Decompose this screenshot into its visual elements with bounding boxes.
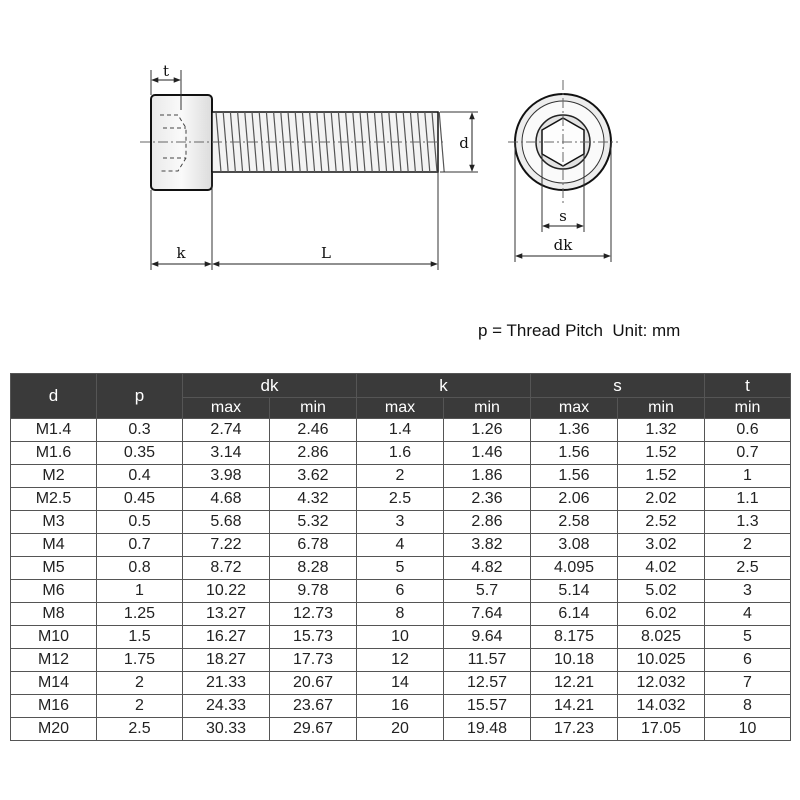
table-cell: 0.3 xyxy=(97,419,183,442)
table-cell: 2.5 xyxy=(705,557,791,580)
table-cell: 6.78 xyxy=(270,534,357,557)
table-cell: 8.025 xyxy=(618,626,705,649)
table-cell: 20.67 xyxy=(270,672,357,695)
table-cell: 0.7 xyxy=(97,534,183,557)
table-cell: 0.35 xyxy=(97,442,183,465)
table-cell: 7 xyxy=(705,672,791,695)
table-cell: M14 xyxy=(11,672,97,695)
table-cell: 7.22 xyxy=(183,534,270,557)
table-cell: 1.32 xyxy=(618,419,705,442)
table-row xyxy=(11,626,791,649)
table-cell: 1.52 xyxy=(618,442,705,465)
header-k-min: min xyxy=(444,398,531,419)
table-cell: 3.14 xyxy=(183,442,270,465)
table-row xyxy=(11,488,791,511)
header-s: s xyxy=(531,374,705,398)
table-cell: M12 xyxy=(11,649,97,672)
header-k: k xyxy=(357,374,531,398)
table-cell: M4 xyxy=(11,534,97,557)
table-cell: 6.14 xyxy=(531,603,618,626)
screw-end-view xyxy=(508,80,618,262)
unit-note: p = Thread Pitch Unit: mm xyxy=(478,321,681,340)
screw-side-view xyxy=(140,62,478,270)
table-cell: 1.25 xyxy=(97,603,183,626)
table-cell: 13.27 xyxy=(183,603,270,626)
table-cell: 16 xyxy=(357,695,444,718)
table-row xyxy=(11,695,791,718)
header-dk-max: max xyxy=(183,398,270,419)
header-s-min: min xyxy=(618,398,705,419)
header-k-max: max xyxy=(357,398,444,419)
table-cell: 24.33 xyxy=(183,695,270,718)
table-cell: 0.4 xyxy=(97,465,183,488)
table-cell: 8.175 xyxy=(531,626,618,649)
header-d: d xyxy=(11,374,97,419)
table-cell: 4.68 xyxy=(183,488,270,511)
table-cell: 1.5 xyxy=(97,626,183,649)
table-cell: 10.18 xyxy=(531,649,618,672)
label-k: k xyxy=(176,244,186,262)
table-cell: 0.5 xyxy=(97,511,183,534)
header-s-max: max xyxy=(531,398,618,419)
table-row xyxy=(11,649,791,672)
table-row xyxy=(11,465,791,488)
table-cell: 18.27 xyxy=(183,649,270,672)
table-cell: 0.8 xyxy=(97,557,183,580)
table-cell: 2 xyxy=(97,695,183,718)
table-cell: 1.1 xyxy=(705,488,791,511)
table-cell: 12 xyxy=(357,649,444,672)
table-cell: 4 xyxy=(357,534,444,557)
table-cell: 1.75 xyxy=(97,649,183,672)
table-cell: 23.67 xyxy=(270,695,357,718)
table-cell: 4.095 xyxy=(531,557,618,580)
table-cell: 0.7 xyxy=(705,442,791,465)
table-cell: 15.57 xyxy=(444,695,531,718)
table-row xyxy=(11,603,791,626)
table-cell: M5 xyxy=(11,557,97,580)
table-row xyxy=(11,534,791,557)
table-cell: 10.22 xyxy=(183,580,270,603)
table-cell: 2.46 xyxy=(270,419,357,442)
table-cell: M16 xyxy=(11,695,97,718)
table-cell: 3.62 xyxy=(270,465,357,488)
table-cell: 1 xyxy=(705,465,791,488)
spec-table-body xyxy=(11,419,791,741)
table-cell: 5.68 xyxy=(183,511,270,534)
table-cell: 2.86 xyxy=(444,511,531,534)
table-cell: M20 xyxy=(11,718,97,741)
table-cell: 5.32 xyxy=(270,511,357,534)
table-cell: 17.73 xyxy=(270,649,357,672)
table-cell: M10 xyxy=(11,626,97,649)
table-cell: 4.82 xyxy=(444,557,531,580)
table-cell: 1.4 xyxy=(357,419,444,442)
screw-drawing xyxy=(0,0,800,300)
table-cell: 8 xyxy=(705,695,791,718)
header-dk-min: min xyxy=(270,398,357,419)
label-dk: dk xyxy=(553,236,573,254)
table-cell: M3 xyxy=(11,511,97,534)
table-cell: 21.33 xyxy=(183,672,270,695)
table-cell: 2.5 xyxy=(97,718,183,741)
table-cell: 12.57 xyxy=(444,672,531,695)
table-cell: 5.14 xyxy=(531,580,618,603)
table-cell: 1.56 xyxy=(531,465,618,488)
table-cell: 1.6 xyxy=(357,442,444,465)
header-t: t xyxy=(705,374,791,398)
header-dk: dk xyxy=(183,374,357,398)
table-cell: 6 xyxy=(705,649,791,672)
table-cell: 3 xyxy=(357,511,444,534)
table-cell: 29.67 xyxy=(270,718,357,741)
table-cell: 0.6 xyxy=(705,419,791,442)
table-cell: 2.58 xyxy=(531,511,618,534)
table-cell: 8 xyxy=(357,603,444,626)
table-row xyxy=(11,419,791,442)
table-cell: 3.98 xyxy=(183,465,270,488)
table-cell: 3.82 xyxy=(444,534,531,557)
table-cell: 1.3 xyxy=(705,511,791,534)
table-cell: 4.32 xyxy=(270,488,357,511)
table-cell: 4 xyxy=(705,603,791,626)
table-cell: 2 xyxy=(705,534,791,557)
table-cell: 5.02 xyxy=(618,580,705,603)
table-cell: 5 xyxy=(705,626,791,649)
label-s: s xyxy=(559,207,567,225)
table-cell: 8.72 xyxy=(183,557,270,580)
table-cell: 10 xyxy=(357,626,444,649)
spec-table xyxy=(10,373,791,741)
table-cell: 3.08 xyxy=(531,534,618,557)
table-cell: 9.64 xyxy=(444,626,531,649)
table-cell: 2.52 xyxy=(618,511,705,534)
table-cell: 14.21 xyxy=(531,695,618,718)
table-cell: 20 xyxy=(357,718,444,741)
table-cell: 30.33 xyxy=(183,718,270,741)
table-cell: 1.36 xyxy=(531,419,618,442)
table-cell: 5.7 xyxy=(444,580,531,603)
table-cell: 5 xyxy=(357,557,444,580)
table-cell: M2 xyxy=(11,465,97,488)
table-cell: M1.4 xyxy=(11,419,97,442)
table-row xyxy=(11,580,791,603)
table-cell: M8 xyxy=(11,603,97,626)
table-cell: 17.23 xyxy=(531,718,618,741)
table-cell: 3.02 xyxy=(618,534,705,557)
table-cell: 19.48 xyxy=(444,718,531,741)
table-cell: 2.5 xyxy=(357,488,444,511)
table-cell: 7.64 xyxy=(444,603,531,626)
table-row xyxy=(11,718,791,741)
table-cell: 2.02 xyxy=(618,488,705,511)
table-cell: 1.52 xyxy=(618,465,705,488)
table-cell: 6 xyxy=(357,580,444,603)
header-t-min: min xyxy=(705,398,791,419)
table-cell: 2 xyxy=(357,465,444,488)
table-cell: M2.5 xyxy=(11,488,97,511)
table-cell: 0.45 xyxy=(97,488,183,511)
table-cell: 2 xyxy=(97,672,183,695)
table-cell: 1.26 xyxy=(444,419,531,442)
table-cell: 4.02 xyxy=(618,557,705,580)
table-cell: 1.56 xyxy=(531,442,618,465)
table-cell: 1 xyxy=(97,580,183,603)
table-cell: 15.73 xyxy=(270,626,357,649)
table-cell: 3 xyxy=(705,580,791,603)
table-cell: 12.032 xyxy=(618,672,705,695)
table-cell: 10 xyxy=(705,718,791,741)
table-row xyxy=(11,672,791,695)
table-cell: 2.06 xyxy=(531,488,618,511)
label-t: t xyxy=(162,62,170,80)
header-p: p xyxy=(97,374,183,419)
table-cell: M1.6 xyxy=(11,442,97,465)
table-cell: 12.73 xyxy=(270,603,357,626)
table-row xyxy=(11,511,791,534)
table-cell: 6.02 xyxy=(618,603,705,626)
table-cell: 14 xyxy=(357,672,444,695)
table-row xyxy=(11,442,791,465)
table-cell: 12.21 xyxy=(531,672,618,695)
table-cell: 8.28 xyxy=(270,557,357,580)
table-cell: M6 xyxy=(11,580,97,603)
table-cell: 2.74 xyxy=(183,419,270,442)
table-cell: 1.86 xyxy=(444,465,531,488)
table-cell: 11.57 xyxy=(444,649,531,672)
label-L: L xyxy=(321,244,331,262)
table-cell: 10.025 xyxy=(618,649,705,672)
table-cell: 9.78 xyxy=(270,580,357,603)
table-cell: 2.86 xyxy=(270,442,357,465)
table-cell: 2.36 xyxy=(444,488,531,511)
table-cell: 17.05 xyxy=(618,718,705,741)
table-cell: 14.032 xyxy=(618,695,705,718)
label-d: d xyxy=(459,134,469,152)
table-row xyxy=(11,557,791,580)
table-cell: 16.27 xyxy=(183,626,270,649)
table-cell: 1.46 xyxy=(444,442,531,465)
